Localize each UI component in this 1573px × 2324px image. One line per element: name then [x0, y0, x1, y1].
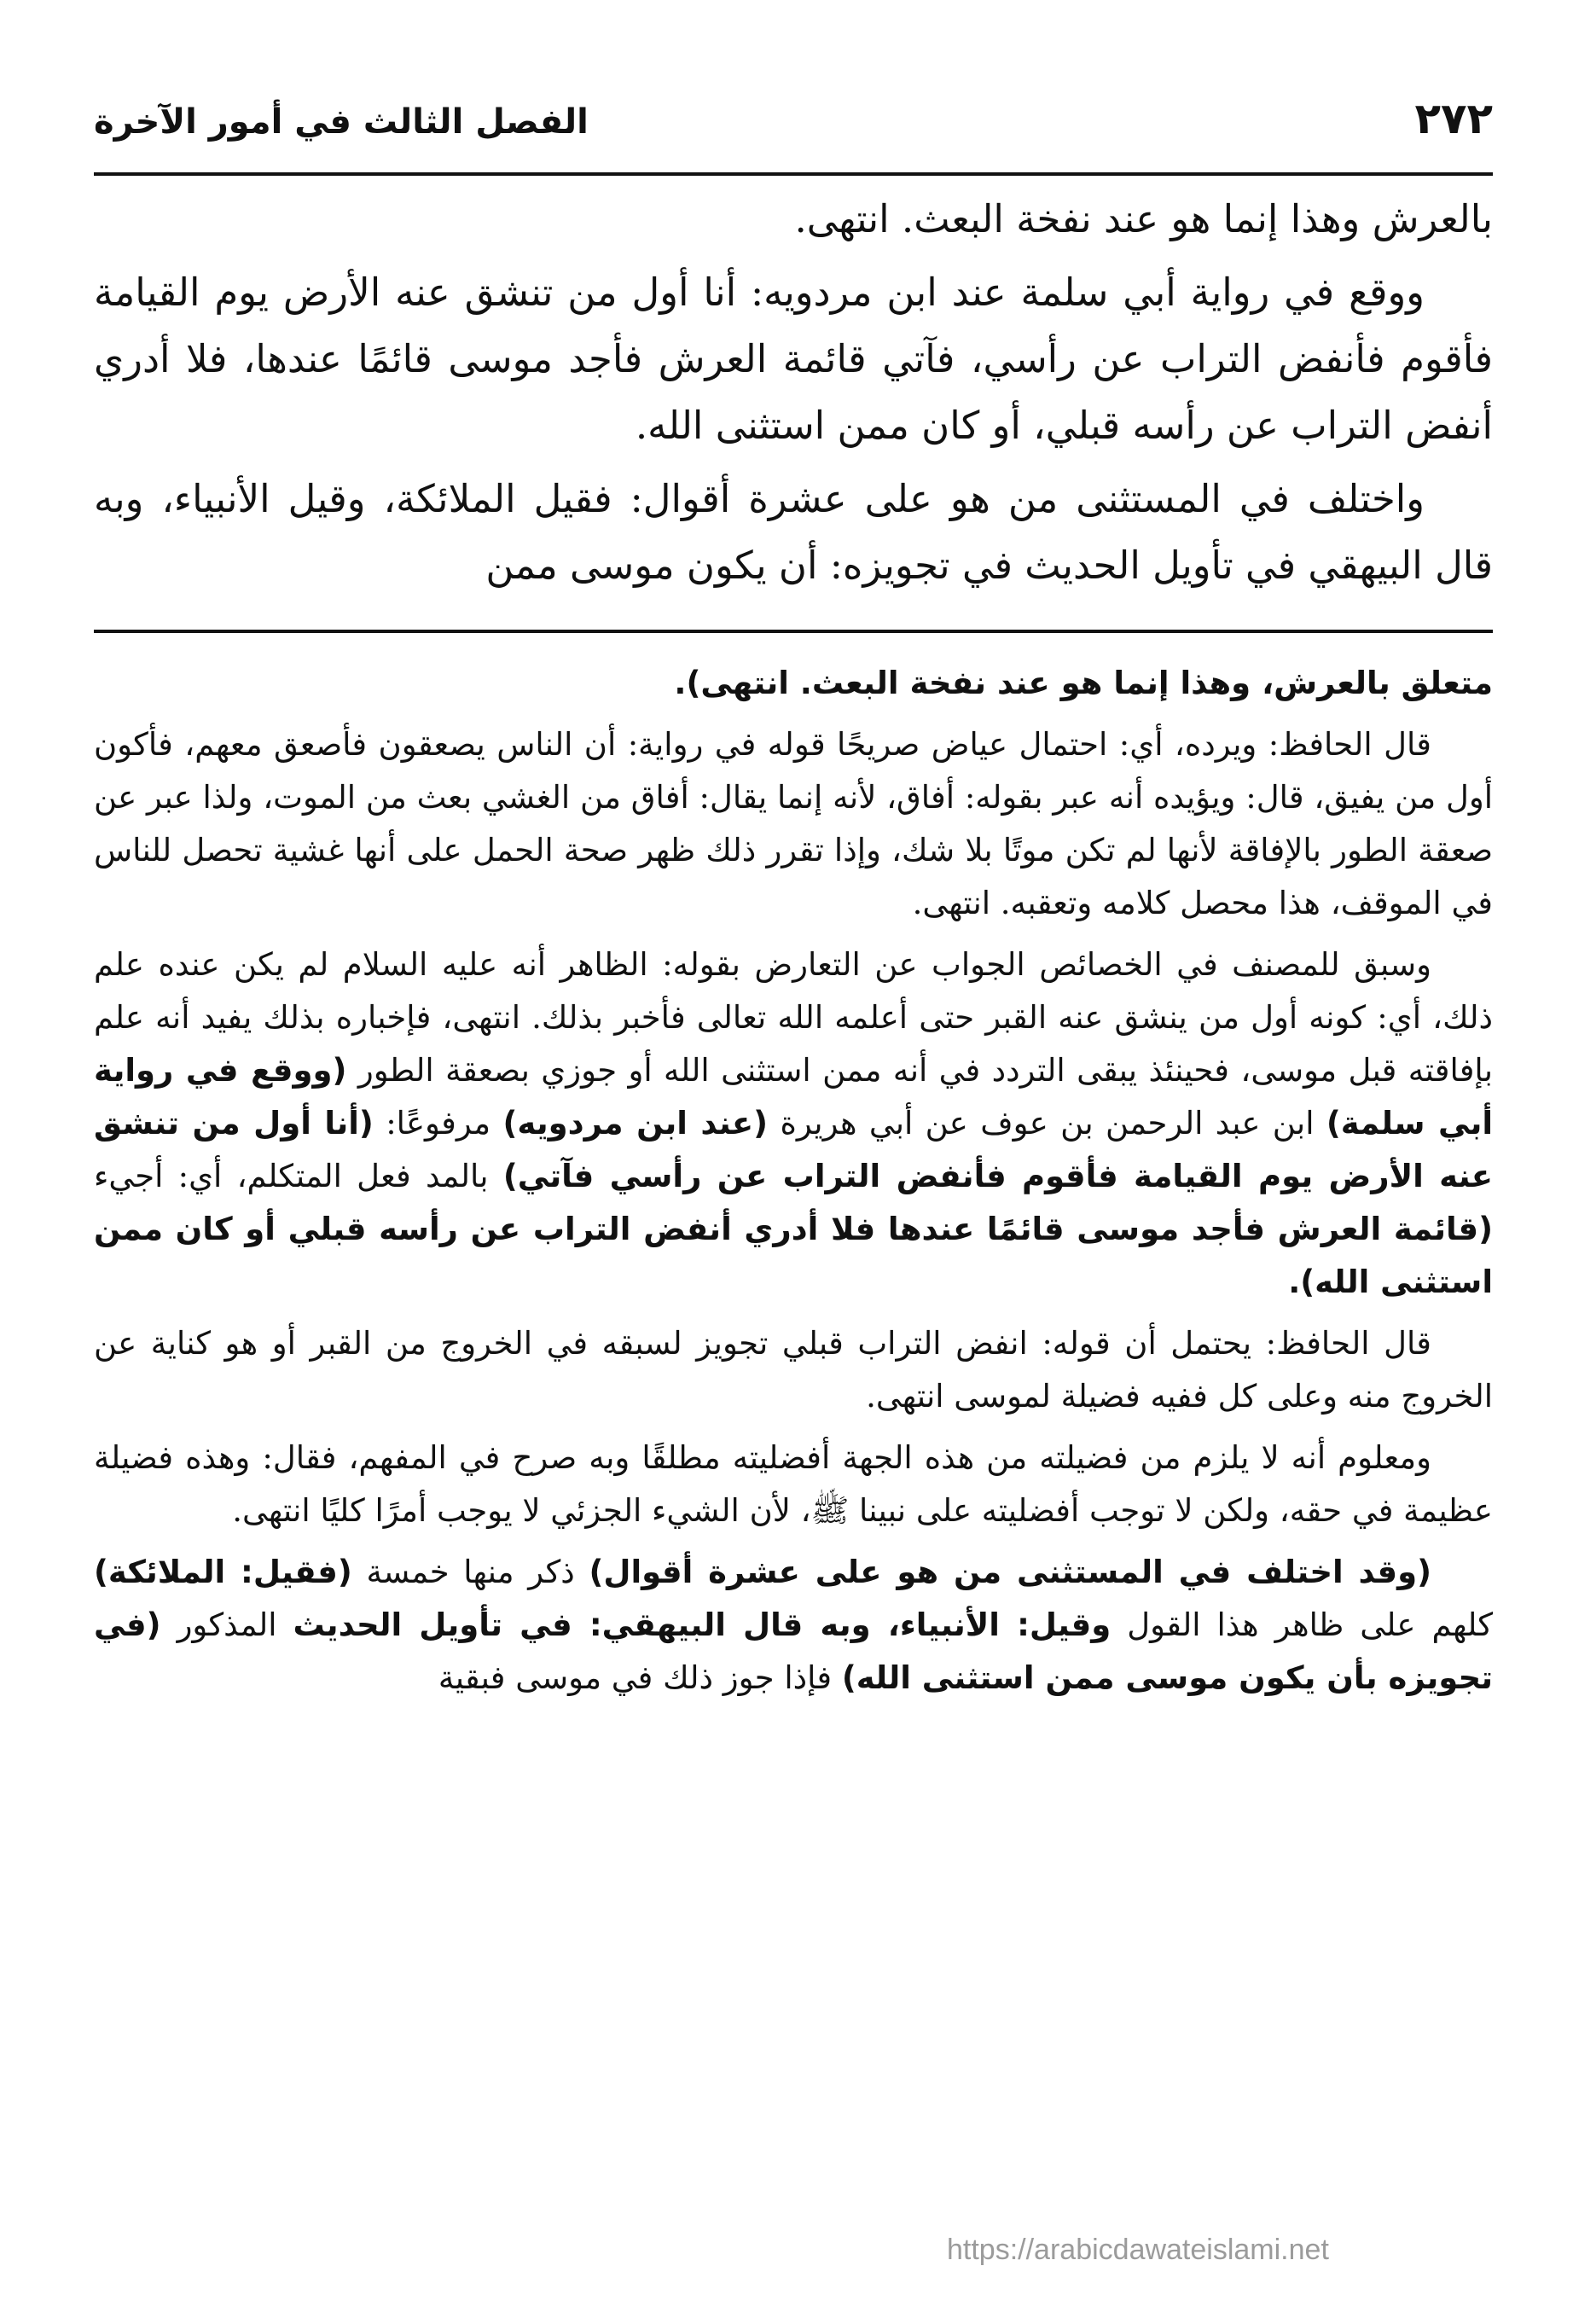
commentary-text: كلهم على ظاهر هذا القول: [1127, 1606, 1493, 1643]
quoted-matn: (وقد اختلف في المستثنى من هو على عشرة أقوال): [589, 1554, 1432, 1590]
commentary-paragraph: متعلق بالعرش، وهذا إنما هو عند نفخة البعث. انتهى).: [674, 665, 1493, 701]
main-paragraph: ووقع في رواية أبي سلمة عند ابن مردويه: أنا أول من تنشق عنه الأرض يوم القيامة فأقوم فأنفض التراب عن رأسي، فآتي قائمة العرش فأجد موسى قائمًا عندها، فلا أدري أنفض التراب عن رأسه قبلي، أو كان ممن استثنى الله.: [94, 270, 1493, 448]
quoted-matn: (عند ابن مردويه): [502, 1105, 769, 1142]
commentary-separator: [94, 630, 1493, 633]
quoted-matn: (فقيل: الملائكة): [94, 1554, 352, 1590]
main-text: [94, 186, 1493, 599]
book-page: [94, 94, 1493, 2278]
commentary-paragraph: [94, 938, 1493, 1309]
page-number: ٢٧٢: [1414, 94, 1493, 143]
commentary-text: ذكر منها خمسة: [366, 1554, 575, 1590]
commentary-text: فإذا جوز ذلك في موسى فبقية: [438, 1659, 833, 1696]
quoted-matn: (ووقع في رواية أبي سلمة): [94, 1052, 1494, 1142]
main-paragraph: بالعرش وهذا إنما هو عند نفخة البعث. انتهى.: [794, 196, 1493, 241]
commentary-paragraph: ومعلوم أنه لا يلزم من فضيلته من هذه الجهة أفضليته مطلقًا وبه صرح في المفهم، فقال: وهذه فضيلة عظيمة في حقه، ولكن لا توجب أفضليته على نبينا ﷺ، لأن الشيء الجزئي لا يوجب أمرًا كليًا انتهى.: [94, 1439, 1493, 1529]
quoted-matn: (في تجويزه بأن يكون موسى ممن استثنى الله): [94, 1606, 1493, 1696]
main-paragraph: واختلف في المستثنى من هو على عشرة أقوال: فقيل الملائكة، وقيل الأنبياء، وبه قال البيهقي في تأويل الحديث في تجويزه: أن يكون موسى ممن: [94, 476, 1493, 588]
quoted-matn: (قائمة العرش فأجد موسى قائمًا عندها فلا أدري أنفض التراب عن رأسه قبلي أو كان ممن استثنى الله).: [94, 1211, 1493, 1300]
commentary-paragraph: قال الحافظ: ويرده، أي: احتمال عياض صريحًا قوله في رواية: أن الناس يصعقون فأصعق معهم، فأكون أول من يفيق، قال: ويؤيده أنه عبر بقوله: أفاق، لأنه إنما يقال: أفاق من الغشي بعث من الموت، ولذا عبر عن صعقة الطور بالإفاقة لأنها لم تكن موتًا بلا شك، وإذا تقرر ذلك ظهر صحة الحمل على أنها غشية تحصل للناس في الموقف، هذا محصل كلامه وتعقبه. انتهى.: [94, 726, 1493, 921]
commentary-text: وسبق للمصنف في الخصائص الجواب عن التعارض بقوله: الظاهر أنه عليه السلام لم يكن عنده علم ذلك، أي: كونه أول من ينشق عنه القبر حتى أعلمه الله تعالى فأخبر بذلك. انتهى، فإخباره بذلك يفيد أنه علم بإفاقته قبل موسى، فحينئذ يبقى التردد في أنه ممن استثنى الله أو جوزي بصعقة الطور: [94, 946, 1493, 1089]
commentary-paragraph: [94, 1546, 1493, 1705]
commentary-text: مرفوعًا:: [386, 1105, 491, 1142]
running-title: الفصل الثالث في أمور الآخرة: [94, 102, 589, 142]
commentary-text: المذكور: [177, 1606, 277, 1643]
commentary-text: ابن عبد الرحمن بن عوف عن أبي هريرة: [780, 1105, 1315, 1142]
commentary-text: بالمد فعل المتكلم، أي: أجيء: [94, 1158, 489, 1194]
header-rule: [94, 172, 1493, 176]
quoted-matn: وقيل: الأنبياء، وبه قال البيهقي: في تأويل الحديث: [293, 1606, 1112, 1643]
page-header: [94, 94, 1493, 169]
commentary: [94, 657, 1493, 1705]
commentary-paragraph: قال الحافظ: يحتمل أن قوله: انفض التراب قبلي تجويز لسبقه في الخروج من القبر أو هو كناية عن الخروج منه وعلى كل ففيه فضيلة لموسى انتهى.: [94, 1325, 1493, 1415]
watermark-url: https://arabicdawateislami.net: [947, 2234, 1329, 2266]
quoted-matn: (أنا أول من تنشق عنه الأرض يوم القيامة فأقوم فأنفض التراب عن رأسي فآتي): [94, 1105, 1494, 1194]
